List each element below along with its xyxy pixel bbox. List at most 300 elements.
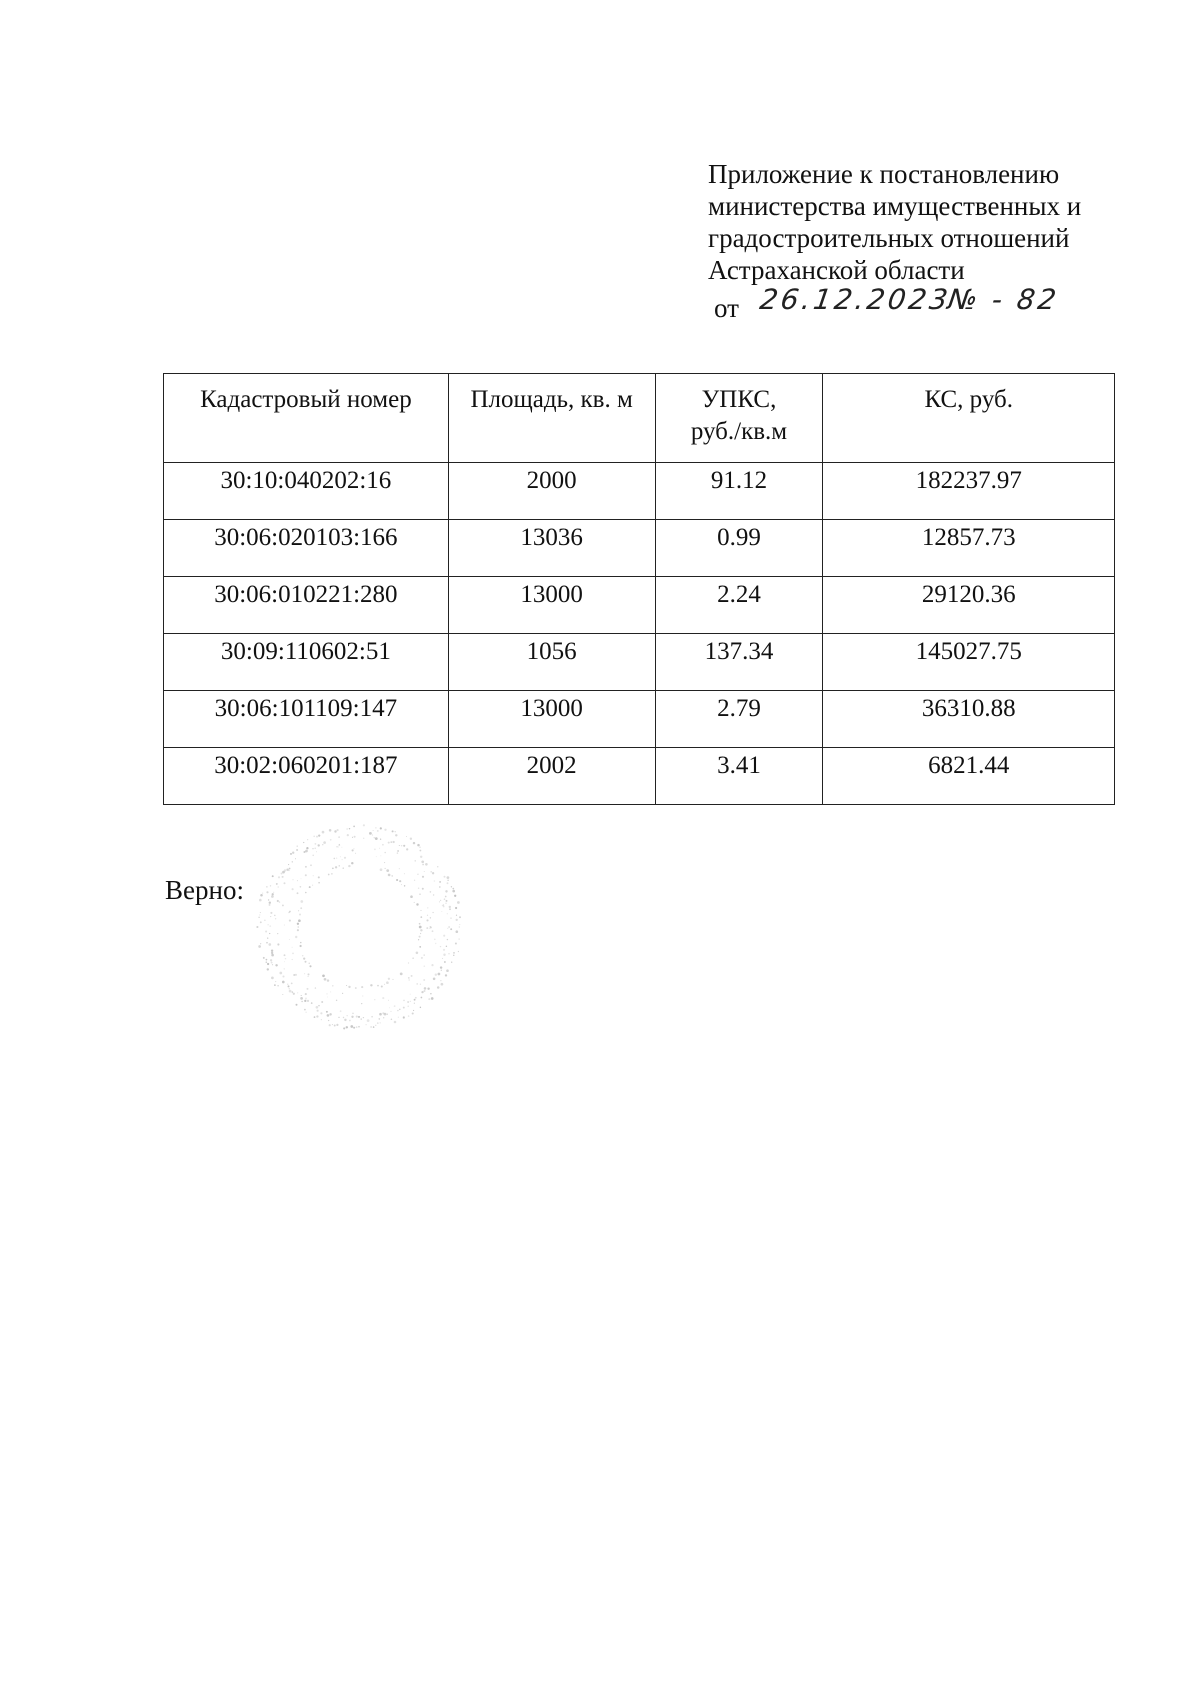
cell-ks: 29120.36 — [823, 577, 1115, 634]
stamp-speck — [459, 939, 460, 940]
stamp-speck — [300, 886, 302, 888]
stamp-speck — [446, 946, 447, 947]
stamp-speck — [380, 855, 381, 856]
stamp-speck — [267, 937, 268, 938]
stamp-speck — [328, 874, 330, 876]
stamp-speck — [391, 841, 392, 842]
stamp-speck — [307, 1000, 309, 1002]
stamp-speck — [278, 876, 280, 878]
stamp-speck — [420, 984, 421, 985]
stamp-speck — [397, 1010, 398, 1011]
table-row — [164, 634, 1115, 691]
stamp-speck — [430, 993, 431, 994]
stamp-speck — [341, 847, 342, 848]
stamp-speck — [330, 991, 331, 992]
stamp-speck — [455, 907, 457, 909]
stamp-speck — [349, 1020, 351, 1022]
stamp-speck — [269, 902, 271, 904]
stamp-speck — [268, 943, 271, 946]
stamp-speck — [456, 930, 459, 933]
stamp-speck — [394, 1021, 397, 1024]
stamp-speck — [271, 962, 273, 964]
stamp-speck — [260, 894, 263, 897]
stamp-speck — [272, 875, 274, 877]
stamp-speck — [297, 992, 298, 993]
stamp-speck — [443, 935, 445, 937]
stamp-speck — [295, 858, 296, 859]
stamp-speck — [447, 882, 449, 884]
stamp-speck — [437, 986, 440, 989]
stamp-speck — [334, 858, 336, 860]
stamp-speck — [318, 882, 320, 884]
stamp-speck — [440, 900, 441, 901]
stamp-speck — [256, 926, 258, 928]
stamp-speck — [270, 885, 271, 886]
stamp-speck — [423, 954, 424, 955]
stamp-speck — [427, 907, 428, 908]
stamp-speck — [343, 1027, 345, 1029]
stamp-speck — [289, 868, 291, 870]
stamp-speck — [292, 953, 294, 955]
faded-round-seal-icon — [252, 820, 467, 1035]
stamp-speck — [414, 902, 415, 903]
stamp-speck — [423, 990, 425, 992]
stamp-speck — [332, 868, 334, 870]
stamp-speck — [423, 979, 425, 981]
stamp-speck — [271, 950, 273, 952]
stamp-speck — [414, 1003, 415, 1004]
stamp-speck — [266, 959, 268, 961]
stamp-speck — [455, 943, 457, 945]
stamp-speck — [403, 845, 405, 847]
stamp-speck — [441, 983, 444, 986]
stamp-speck — [380, 1022, 381, 1023]
cell-ks: 145027.75 — [823, 634, 1115, 691]
stamp-speck — [399, 868, 400, 869]
date-prefix: от — [714, 293, 739, 323]
cell-cadastral-number: 30:02:060201:187 — [164, 748, 449, 805]
stamp-speck — [390, 1011, 391, 1012]
stamp-speck — [306, 1012, 307, 1013]
stamp-speck — [356, 1026, 358, 1028]
stamp-speck — [339, 865, 340, 866]
stamp-speck — [309, 886, 311, 888]
stamp-speck — [428, 998, 430, 1000]
stamp-speck — [451, 962, 452, 963]
stamp-speck — [296, 1004, 298, 1006]
stamp-speck — [446, 969, 449, 972]
stamp-speck — [327, 997, 328, 998]
stamp-speck — [422, 864, 424, 866]
stamp-speck — [413, 1010, 414, 1011]
stamp-speck — [271, 895, 274, 898]
stamp-speck — [317, 1010, 319, 1012]
cell-ks: 182237.97 — [823, 463, 1115, 520]
stamp-speck — [343, 1017, 344, 1018]
stamp-speck — [450, 917, 451, 918]
stamp-speck — [382, 844, 384, 846]
stamp-speck — [384, 852, 386, 854]
stamp-speck — [444, 898, 446, 900]
stamp-speck — [412, 1012, 414, 1014]
stamp-speck — [386, 981, 389, 984]
stamp-speck — [284, 869, 286, 871]
stamp-speck — [309, 965, 311, 967]
stamp-speck — [297, 929, 299, 931]
stamp-speck — [421, 957, 423, 959]
stamp-speck — [379, 848, 380, 849]
stamp-speck — [282, 876, 284, 878]
stamp-speck — [443, 954, 445, 956]
stamp-speck — [419, 847, 420, 848]
stamp-speck — [414, 999, 416, 1001]
handwritten-number: № - 82 — [945, 283, 1062, 316]
stamp-speck — [380, 827, 382, 829]
stamp-speck — [380, 839, 381, 840]
stamp-speck — [448, 926, 450, 928]
stamp-speck — [322, 974, 325, 977]
cell-area: 13000 — [448, 577, 655, 634]
appendix-heading — [708, 158, 1148, 324]
stamp-speck — [328, 1020, 329, 1021]
cell-area: 2002 — [448, 748, 655, 805]
heading-line-3: градостроительных отношений — [708, 223, 1070, 253]
stamp-speck — [397, 850, 399, 852]
stamp-speck — [321, 1001, 323, 1003]
stamp-speck — [312, 885, 313, 886]
heading-line-1: Приложение к постановлению — [708, 159, 1060, 189]
stamp-speck — [430, 891, 432, 893]
stamp-speck — [292, 852, 294, 854]
stamp-speck — [458, 951, 459, 952]
stamp-speck — [434, 939, 436, 941]
stamp-speck — [338, 844, 340, 846]
stamp-speck — [297, 880, 298, 881]
stamp-speck — [327, 1014, 330, 1017]
stamp-speck — [352, 1013, 353, 1014]
stamp-speck — [443, 949, 445, 951]
stamp-speck — [404, 873, 405, 874]
stamp-speck — [382, 997, 384, 999]
cell-cadastral-number: 30:06:101109:147 — [164, 691, 449, 748]
stamp-speck — [305, 961, 307, 963]
stamp-speck — [288, 864, 289, 865]
stamp-speck — [291, 983, 293, 985]
stamp-speck — [306, 847, 308, 849]
stamp-speck — [300, 907, 302, 909]
stamp-speck — [400, 973, 403, 976]
stamp-speck — [385, 868, 386, 869]
cell-area: 13000 — [448, 691, 655, 748]
stamp-speck — [369, 832, 372, 835]
stamp-speck — [449, 906, 451, 908]
stamp-speck — [432, 912, 433, 913]
stamp-speck — [298, 919, 301, 922]
stamp-speck — [447, 876, 450, 879]
stamp-speck — [266, 961, 268, 963]
heading-line-4: Астраханской области — [708, 255, 965, 285]
stamp-speck — [278, 886, 279, 887]
stamp-speck — [383, 1017, 384, 1018]
stamp-speck — [401, 845, 402, 846]
stamp-speck — [309, 963, 310, 964]
stamp-speck — [388, 1000, 389, 1001]
stamp-speck — [272, 964, 273, 965]
stamp-speck — [267, 963, 269, 965]
stamp-speck — [321, 1019, 322, 1020]
stamp-speck — [289, 920, 291, 922]
stamp-speck — [313, 875, 314, 876]
stamp-speck — [338, 846, 339, 847]
stamp-speck — [408, 962, 409, 963]
stamp-speck — [277, 943, 279, 945]
stamp-speck — [403, 1000, 405, 1002]
stamp-speck — [447, 913, 448, 914]
cell-cadastral-number: 30:10:040202:16 — [164, 463, 449, 520]
stamp-speck — [353, 848, 354, 849]
stamp-speck — [363, 838, 364, 839]
stamp-speck — [459, 916, 461, 918]
stamp-speck — [344, 1019, 346, 1021]
stamp-speck — [336, 1024, 338, 1026]
stamp-speck — [301, 1001, 302, 1002]
stamp-speck — [288, 870, 290, 872]
stamp-speck — [284, 968, 285, 969]
stamp-speck — [392, 841, 394, 843]
table-header-row — [164, 374, 1115, 463]
stamp-speck — [305, 892, 307, 894]
stamp-speck — [377, 1022, 379, 1024]
stamp-speck — [270, 916, 271, 917]
stamp-speck — [271, 952, 273, 954]
stamp-speck — [314, 1016, 316, 1018]
stamp-speck — [336, 1000, 337, 1001]
stamp-speck — [260, 943, 261, 944]
stamp-speck — [408, 977, 410, 979]
stamp-speck — [347, 1015, 348, 1016]
stamp-speck — [392, 830, 394, 832]
stamp-speck — [395, 834, 397, 836]
stamp-speck — [340, 1010, 342, 1012]
stamp-speck — [277, 900, 279, 902]
stamp-speck — [337, 829, 339, 831]
stamp-speck — [307, 839, 308, 840]
stamp-speck — [305, 850, 308, 853]
stamp-speck — [332, 1024, 333, 1025]
stamp-speck — [419, 936, 421, 938]
stamp-speck — [376, 856, 377, 857]
stamp-speck — [374, 837, 375, 838]
stamp-speck — [445, 974, 447, 976]
stamp-speck — [422, 876, 424, 878]
stamp-speck — [353, 826, 355, 828]
stamp-speck — [453, 952, 455, 954]
stamp-speck — [451, 886, 452, 887]
stamp-speck — [421, 860, 424, 863]
stamp-speck — [316, 851, 317, 852]
cell-cadastral-number: 30:06:020103:166 — [164, 520, 449, 577]
stamp-speck — [342, 859, 343, 860]
stamp-speck — [284, 882, 286, 884]
stamp-speck — [273, 892, 274, 893]
stamp-speck — [264, 919, 266, 921]
stamp-speck — [347, 829, 348, 830]
stamp-speck — [292, 888, 294, 890]
stamp-speck — [384, 984, 385, 985]
stamp-speck — [440, 980, 441, 981]
stamp-speck — [351, 1016, 353, 1018]
stamp-speck — [417, 844, 420, 847]
stamp-speck — [300, 945, 302, 947]
stamp-speck — [336, 846, 337, 847]
stamp-speck — [442, 905, 443, 906]
stamp-speck — [289, 939, 290, 940]
stamp-speck — [353, 1027, 355, 1029]
stamp-speck — [348, 986, 350, 988]
stamp-speck — [303, 842, 304, 843]
stamp-speck — [355, 987, 357, 989]
stamp-speck — [439, 881, 441, 883]
stamp-speck — [298, 926, 299, 927]
stamp-speck — [300, 900, 303, 903]
stamp-speck — [397, 852, 398, 853]
stamp-speck — [318, 876, 320, 878]
stamp-speck — [351, 862, 353, 864]
stamp-speck — [430, 871, 431, 872]
stamp-speck — [431, 964, 433, 966]
stamp-speck — [377, 985, 379, 987]
stamp-speck — [346, 1026, 348, 1028]
stamp-speck — [292, 879, 293, 880]
stamp-speck — [262, 893, 263, 894]
stamp-speck — [426, 927, 428, 929]
stamp-speck — [355, 853, 356, 854]
stamp-speck — [422, 888, 424, 890]
stamp-speck — [423, 965, 425, 967]
cell-upks: 2.79 — [655, 691, 823, 748]
stamp-speck — [284, 961, 285, 962]
stamp-speck — [389, 1007, 390, 1008]
stamp-speck — [350, 1025, 353, 1028]
stamp-speck — [297, 846, 298, 847]
stamp-speck — [425, 863, 428, 866]
stamp-speck — [267, 968, 269, 970]
stamp-speck — [415, 997, 417, 999]
stamp-speck — [344, 857, 346, 859]
stamp-speck — [316, 836, 318, 838]
stamp-speck — [442, 958, 443, 959]
cell-ks: 12857.73 — [823, 520, 1115, 577]
stamp-speck — [277, 933, 278, 934]
stamp-speck — [386, 869, 389, 872]
stamp-speck — [443, 906, 445, 908]
stamp-speck — [304, 973, 305, 974]
stamp-speck — [394, 831, 395, 832]
stamp-speck — [268, 924, 269, 925]
stamp-speck — [449, 908, 451, 910]
stamp-speck — [367, 1019, 370, 1022]
stamp-speck — [329, 1024, 331, 1026]
stamp-speck — [411, 975, 413, 977]
table-row — [164, 577, 1115, 634]
stamp-speck — [396, 879, 398, 881]
stamp-speck — [311, 1002, 313, 1004]
stamp-speck — [298, 910, 299, 911]
stamp-speck — [352, 837, 353, 838]
stamp-speck — [404, 885, 405, 886]
stamp-speck — [456, 919, 458, 921]
stamp-speck — [316, 1006, 319, 1009]
stamp-speck — [270, 912, 272, 914]
stamp-speck — [374, 849, 376, 851]
stamp-speck — [391, 1018, 393, 1020]
stamp-speck — [438, 973, 441, 976]
stamp-speck — [289, 990, 292, 993]
stamp-speck — [406, 848, 408, 850]
stamp-speck — [380, 868, 383, 871]
stamp-speck — [433, 978, 436, 981]
stamp-speck — [441, 970, 442, 971]
stamp-speck — [265, 930, 267, 932]
stamp-speck — [303, 958, 305, 960]
column-header-ks: КС, руб. — [823, 374, 1115, 463]
stamp-speck — [266, 891, 268, 893]
cell-ks: 36310.88 — [823, 691, 1115, 748]
stamp-speck — [318, 844, 320, 846]
cell-area: 13036 — [448, 520, 655, 577]
stamp-speck — [315, 843, 317, 845]
stamp-speck — [433, 894, 434, 895]
stamp-speck — [398, 1017, 399, 1018]
stamp-speck — [277, 985, 278, 986]
stamp-speck — [270, 959, 272, 961]
stamp-speck — [258, 945, 261, 948]
stamp-speck — [416, 903, 418, 905]
stamp-speck — [324, 978, 327, 981]
table-row — [164, 691, 1115, 748]
stamp-speck — [377, 830, 379, 832]
stamp-speck — [260, 912, 261, 913]
stamp-speck — [412, 958, 413, 959]
stamp-speck — [305, 993, 307, 995]
stamp-speck — [363, 1017, 364, 1018]
stamp-speck — [335, 866, 337, 868]
date-line — [708, 283, 1148, 324]
stamp-speck — [446, 900, 448, 902]
stamp-speck — [416, 983, 418, 985]
stamp-speck — [382, 1012, 384, 1014]
stamp-speck — [391, 875, 393, 877]
stamp-speck — [272, 893, 274, 895]
handwritten-date: 26.12.2023 — [757, 283, 953, 316]
stamp-speck — [300, 942, 301, 943]
column-header-upks-text: УПКС, руб./кв.м — [690, 386, 788, 445]
cell-ks: 6821.44 — [823, 748, 1115, 805]
stamp-speck — [348, 865, 350, 867]
stamp-speck — [415, 860, 416, 861]
stamp-speck — [304, 1009, 306, 1011]
stamp-speck — [403, 1016, 405, 1018]
stamp-speck — [444, 961, 446, 963]
stamp-speck — [342, 993, 343, 994]
stamp-speck — [420, 910, 421, 911]
stamp-speck — [448, 953, 449, 954]
stamp-speck — [447, 880, 448, 881]
stamp-speck — [456, 915, 457, 916]
stamp-speck — [399, 1009, 400, 1010]
stamp-speck — [289, 988, 290, 989]
cell-upks: 137.34 — [655, 634, 823, 691]
